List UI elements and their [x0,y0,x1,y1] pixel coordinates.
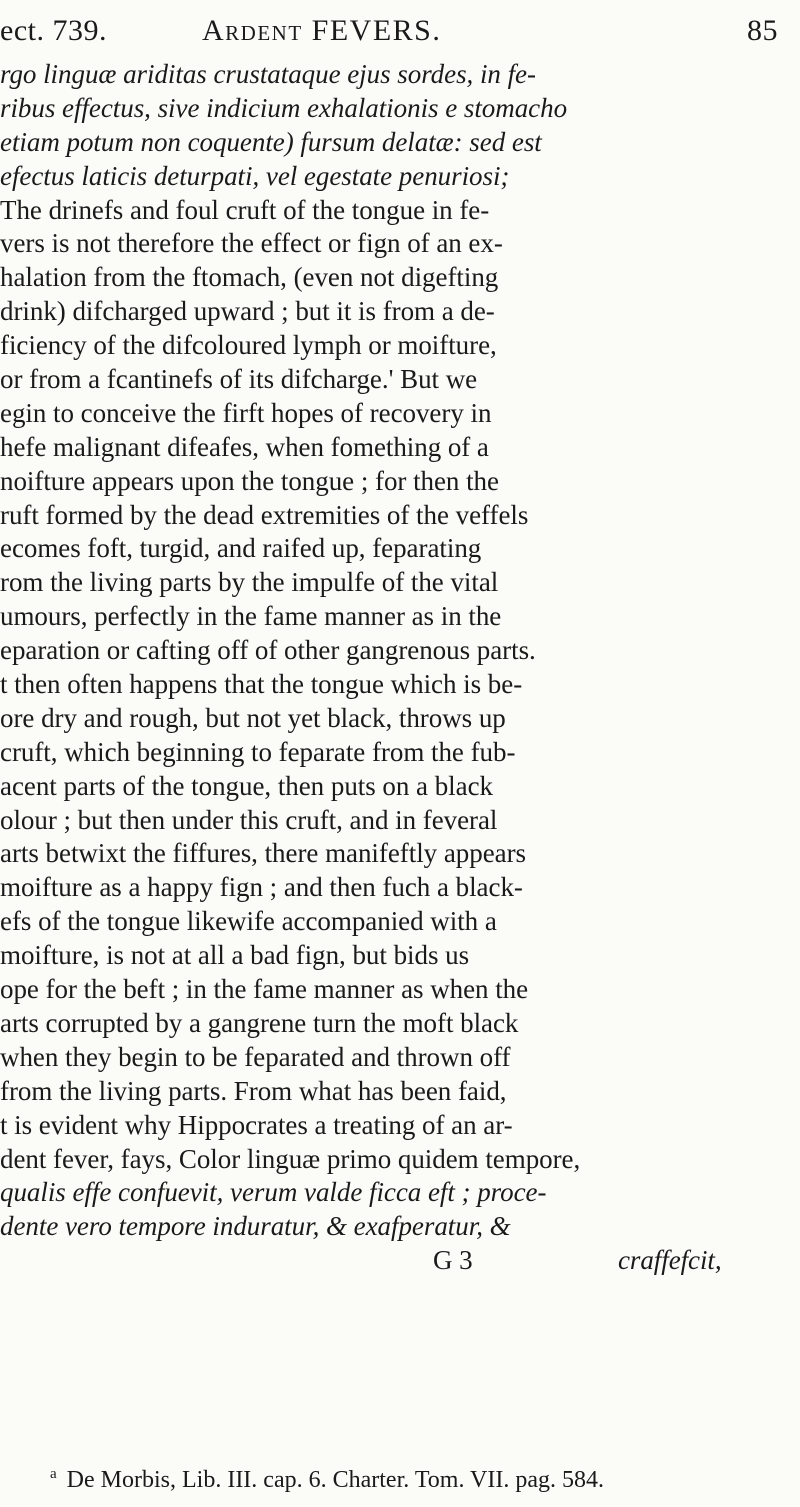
text-line: hefe malignant difeafes, when fomething of a [0,431,489,462]
text-line: from the living parts. From what has been faid, [0,1075,507,1106]
text-line: dente vero tempore induratur, & exafperatur, & [0,1211,511,1242]
footnote-marker: a [50,1466,57,1482]
text-line: umours, perfectly in the fame manner as in the [0,601,502,632]
text-line: etiam potum non coquente) fursum delatæ: sed est [0,126,542,157]
text-line: cruft, which beginning to feparate from the fub- [0,736,516,767]
text-line: drink) difcharged upward ; but it is from a de- [0,296,495,327]
text-line: halation from the ftomach, (even not digefting [0,262,499,293]
text-line: ecomes foft, turgid, and raifed up, feparating [0,533,482,564]
text-line: ribus effectus, sive indicium exhalationis e stomacho [0,92,568,123]
text-line: eparation or cafting off of other gangrenous parts. [0,635,536,666]
page-number: 85 [747,14,778,47]
text-line: ope for the beft ; in the fame manner as when the [0,974,529,1005]
text-line: noifture appears upon the tongue ; for then the [0,465,499,496]
text-line: ore dry and rough, but not yet black, throws up [0,702,506,733]
text-line: moifture, is not at all a bad fign, but bids us [0,940,470,971]
text-line: vers is not therefore the effect or fign of an ex- [0,228,503,259]
catchword: craffefcit, [618,1245,722,1276]
text-line: when they begin to be feparated and thrown off [0,1041,511,1072]
signature-mark: G 3 [433,1245,473,1276]
footnote [50,1466,604,1494]
footnote-text: De Morbis, Lib. III. cap. 6. Charter. Tom. VII. pag. 584. [66,1467,604,1493]
text-line: rgo linguæ ariditas crustataque ejus sordes, in fe- [0,59,536,89]
running-header [0,14,780,58]
body-text [0,58,800,1278]
text-line: The drinefs and foul cruft of the tongue in fe- [0,194,490,225]
section-number: ect. 739. [0,14,107,47]
text-line: olour ; but then under this cruft, and in feveral [0,804,498,835]
text-line: acent parts of the tongue, then puts on a black [0,770,493,801]
catch-line [0,1244,800,1278]
text-line: ruft formed by the dead extremities of the veffels [0,499,529,530]
text-line: dent fever, fays, Color linguæ primo quidem tempore, [0,1143,581,1174]
text-line: t then often happens that the tongue which is be- [0,669,523,700]
text-line: rom the living parts by the impulfe of the vital [0,567,499,598]
text-line: efs of the tongue likewife accompanied with a [0,906,497,937]
text-line: egin to conceive the firft hopes of recovery in [0,397,492,428]
text-line: arts corrupted by a gangrene turn the moft black [0,1007,519,1038]
text-line: arts betwixt the fiffures, there manifeftly appears [0,838,527,869]
text-line: qualis effe confuevit, verum valde ficca eft ; proce- [0,1177,547,1208]
text-line: or from a fcantinefs of its difcharge.' But we [0,364,478,395]
text-line: moifture as a happy fign ; and then fuch a black- [0,872,523,903]
text-line: t is evident why Hippocrates a treating of an ar- [0,1109,513,1140]
text-line: ficiency of the difcoloured lymph or moifture, [0,330,497,361]
running-title: Ardent FEVERS. [202,14,442,47]
text-line: efectus laticis deturpati, vel egestate penuriosi; [0,160,510,191]
